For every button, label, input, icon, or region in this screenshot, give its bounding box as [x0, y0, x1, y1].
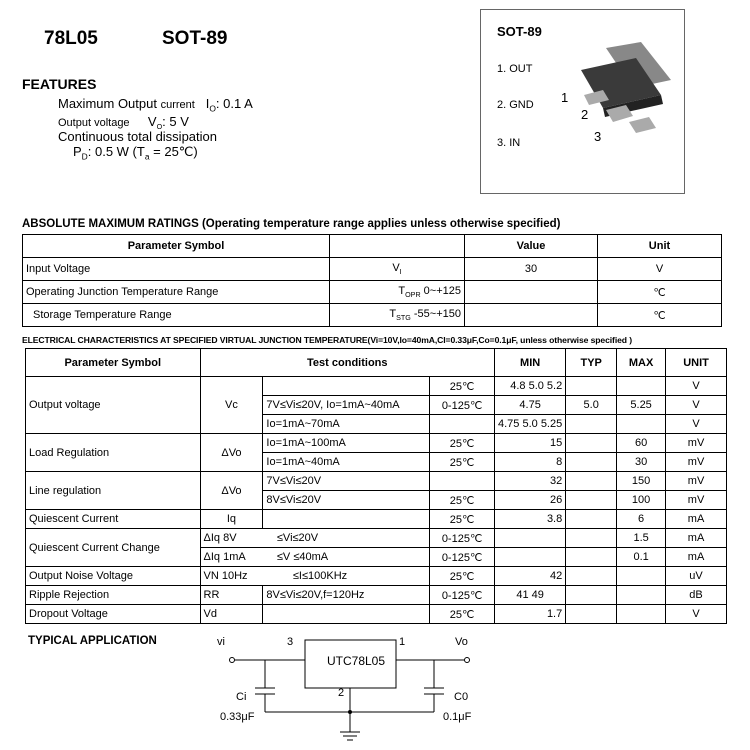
min-cell: 26 [495, 491, 566, 510]
temp-cell: 25℃ [430, 434, 495, 453]
param-cell: Load Regulation [26, 434, 201, 472]
max-cell: 1.5 [617, 529, 666, 548]
temp-cell: 25℃ [430, 605, 495, 624]
symbol: T [398, 284, 406, 297]
max-cell: 0.1 [617, 548, 666, 567]
typ-cell [566, 567, 617, 586]
pin-1-label: 1. OUT [497, 63, 533, 75]
condition-cell: 7V≤Vi≤20V [263, 472, 430, 491]
param-cell: Dropout Voltage [26, 605, 201, 624]
symbol: I [205, 96, 210, 111]
max-cell: 150 [617, 472, 666, 491]
min-cell: 3.8 [495, 510, 566, 529]
min-cell: 4.75 [495, 396, 566, 415]
condition-cell [263, 510, 430, 529]
typ-cell [566, 415, 617, 434]
typ-cell [566, 491, 617, 510]
abs-max-title: ABSOLUTE MAXIMUM RATINGS (Operating temperature range applies unless otherwise specified) [22, 218, 561, 230]
unit-cell: mA [666, 548, 727, 567]
value-cell [465, 304, 598, 327]
typ-cell [566, 586, 617, 605]
typ-cell [566, 510, 617, 529]
max-cell: 100 [617, 491, 666, 510]
header-cell: Parameter Symbol [23, 235, 330, 258]
unit-cell: V [666, 377, 727, 396]
pin-number-2: 2 [581, 107, 589, 122]
value-cell [465, 281, 598, 304]
table-header-row [26, 349, 727, 377]
header-cell: TYP [566, 349, 617, 377]
elec-char-title: ELECTRICAL CHARACTERISTICS AT SPECIFIED VIRTUAL JUNCTION TEMPERATURE(Vi=10V,Io=40mA,CI=0.33μF,Co=0.1μF, unless otherwise specified ) [22, 335, 632, 345]
package-name: SOT-89 [162, 28, 228, 49]
feature-label: Maximum Output [58, 96, 157, 111]
temp-cell [430, 415, 495, 434]
table-row [26, 510, 727, 529]
co-label: C0 [454, 691, 469, 703]
symbol-cell: VN 10Hz [200, 567, 263, 586]
max-cell [617, 567, 666, 586]
symbol-sub: I [399, 268, 402, 277]
temp-cell [430, 472, 495, 491]
symbol-sub: O [209, 103, 216, 114]
param-cell: Quiescent Current [26, 510, 201, 529]
unit-cell: mV [666, 434, 727, 453]
symbol-cell: RR [200, 586, 263, 605]
ci-value: 0.33μF [220, 711, 255, 723]
features-title: FEATURES [22, 76, 97, 92]
header-cell: MAX [617, 349, 666, 377]
ci-label: Ci [236, 691, 247, 703]
table-row [26, 567, 727, 586]
condition-cell: Io=1mA~40mA [263, 453, 430, 472]
condition-cell [263, 605, 430, 624]
min-cell: 4.75 5.0 5.25 [495, 415, 566, 434]
abs-max-table [22, 234, 722, 327]
condition-cell [263, 377, 430, 396]
unit-cell: V [598, 258, 722, 281]
unit-cell: ℃ [598, 281, 722, 304]
unit-cell: V [666, 396, 727, 415]
unit-cell: mV [666, 453, 727, 472]
feature-value: : 0.5 W (T [87, 144, 145, 159]
max-cell [617, 377, 666, 396]
sot89-package-illustration [551, 40, 681, 150]
vo-label: Vo [455, 636, 468, 648]
value: -55~+150 [413, 307, 461, 320]
feature-value: = 25℃) [149, 144, 198, 159]
param-cell: Storage Temperature Range [23, 304, 330, 327]
typical-application-title: TYPICAL APPLICATION [28, 635, 157, 647]
unit-cell: uV [666, 567, 727, 586]
table-row [26, 605, 727, 624]
symbol: V [147, 114, 157, 129]
max-cell: 60 [617, 434, 666, 453]
temp-cell: 25℃ [430, 491, 495, 510]
symbol-sub: O [156, 123, 163, 132]
symbol-sub: OPR [405, 291, 421, 300]
temp-cell: 0-125℃ [430, 548, 495, 567]
symbol: T [389, 307, 397, 320]
pin-2-label: 2. GND [497, 99, 534, 111]
typ-cell [566, 548, 617, 567]
value: 0~+125 [423, 284, 461, 297]
temp-cell: 25℃ [430, 377, 495, 396]
pin-number-1: 1 [561, 90, 569, 105]
header-cell: MIN [495, 349, 566, 377]
table-row [26, 586, 727, 605]
symbol-sub: D [81, 151, 88, 162]
min-cell: 41 49 [495, 586, 566, 605]
param-cell: Input Voltage [23, 258, 330, 281]
symbol: P [73, 144, 82, 159]
typ-cell [566, 453, 617, 472]
param-cell: Output Noise Voltage [26, 567, 201, 586]
pin-3-label: 3. IN [497, 137, 521, 149]
pin-gnd-number: 2 [338, 687, 345, 699]
symbol-cell [330, 304, 465, 327]
min-cell: 1.7 [495, 605, 566, 624]
application-circuit-diagram [0, 630, 750, 750]
symbol-cell: Iq [200, 510, 263, 529]
part-number: 78L05 [44, 28, 98, 49]
chip-label: UTC78L05 [327, 654, 386, 668]
temp-cell: 0-125℃ [430, 586, 495, 605]
max-cell [617, 605, 666, 624]
package-box [480, 9, 685, 194]
typ-cell: 5.0 [566, 396, 617, 415]
unit-cell: V [666, 605, 727, 624]
table-header-row [23, 235, 722, 258]
param-cell: Ripple Rejection [26, 586, 201, 605]
table-row [23, 304, 722, 327]
unit-cell: V [666, 415, 727, 434]
table-row [23, 281, 722, 304]
min-cell: 32 [495, 472, 566, 491]
param-cell: Quiescent Current Change [26, 529, 201, 567]
condition-cell: ≤Vi≤20V [263, 529, 430, 548]
symbol-cell [330, 281, 465, 304]
unit-cell: mA [666, 510, 727, 529]
unit-cell: dB [666, 586, 727, 605]
value-cell: 30 [465, 258, 598, 281]
header-cell: Value [465, 235, 598, 258]
param-cell: Line regulation [26, 472, 201, 510]
max-cell [617, 586, 666, 605]
header-cell: Parameter Symbol [26, 349, 201, 377]
table-row [26, 529, 727, 548]
unit-cell: mA [666, 529, 727, 548]
condition-cell: 7V≤Vi≤20V, Io=1mA~40mA [263, 396, 430, 415]
elec-char-table [25, 348, 727, 624]
header-cell [330, 235, 465, 258]
temp-cell: 25℃ [430, 567, 495, 586]
header-cell: UNIT [666, 349, 727, 377]
header-cell: Test conditions [200, 349, 494, 377]
symbol: V [392, 261, 400, 274]
condition-cell: ≤V ≤40mA [263, 548, 430, 567]
symbol-cell: ΔIq 1mA [200, 548, 263, 567]
table-row [26, 377, 727, 396]
param-cell: Operating Junction Temperature Range [23, 281, 330, 304]
symbol-cell: Vc [200, 377, 263, 434]
table-row [26, 434, 727, 453]
temp-cell: 25℃ [430, 510, 495, 529]
symbol-cell: Vd [200, 605, 263, 624]
symbol-sub: STG [396, 314, 411, 323]
feature-value: : 0.1 A [215, 96, 253, 111]
condition-cell: Io=1mA~70mA [263, 415, 430, 434]
unit-cell: ℃ [598, 304, 722, 327]
condition-cell: ≤I≤100KHz [263, 567, 430, 586]
min-cell: 15 [495, 434, 566, 453]
feature-label: Output voltage [58, 117, 130, 129]
pin-in-number: 3 [287, 636, 294, 648]
typ-cell [566, 605, 617, 624]
vi-label: vi [217, 636, 225, 648]
typ-cell [566, 472, 617, 491]
symbol-cell: ΔVo [200, 472, 263, 510]
pin-out-number: 1 [399, 636, 406, 648]
feature-dissipation-value [73, 144, 198, 162]
min-cell: 42 [495, 567, 566, 586]
symbol-cell: ΔVo [200, 434, 263, 472]
unit-cell: mV [666, 472, 727, 491]
pin-number-3: 3 [594, 129, 602, 144]
temp-cell: 0-125℃ [430, 529, 495, 548]
co-value: 0.1μF [443, 711, 472, 723]
max-cell: 6 [617, 510, 666, 529]
header-cell: Unit [598, 235, 722, 258]
param-cell: Output voltage [26, 377, 201, 434]
min-cell: 8 [495, 453, 566, 472]
symbol-cell: ΔIq 8V [200, 529, 263, 548]
typ-cell [566, 529, 617, 548]
max-cell: 5.25 [617, 396, 666, 415]
table-row [26, 472, 727, 491]
symbol-cell [330, 258, 465, 281]
min-cell [495, 548, 566, 567]
feature-dissipation-label: Continuous total dissipation [58, 129, 217, 144]
temp-cell: 25℃ [430, 453, 495, 472]
unit-cell: mV [666, 491, 727, 510]
condition-cell: 8V≤Vi≤20V,f=120Hz [263, 586, 430, 605]
condition-cell: Io=1mA~100mA [263, 434, 430, 453]
min-cell [495, 529, 566, 548]
symbol-sub: a [144, 151, 150, 162]
typ-cell [566, 377, 617, 396]
min-cell: 4.8 5.0 5.2 [495, 377, 566, 396]
temp-cell: 0-125℃ [430, 396, 495, 415]
table-row [23, 258, 722, 281]
feature-max-current [58, 96, 253, 114]
condition-cell: 8V≤Vi≤20V [263, 491, 430, 510]
max-cell [617, 415, 666, 434]
feature-value: : 5 V [162, 114, 189, 129]
feature-label-small: current [160, 99, 195, 111]
max-cell: 30 [617, 453, 666, 472]
package-box-title: SOT-89 [497, 24, 542, 39]
typ-cell [566, 434, 617, 453]
